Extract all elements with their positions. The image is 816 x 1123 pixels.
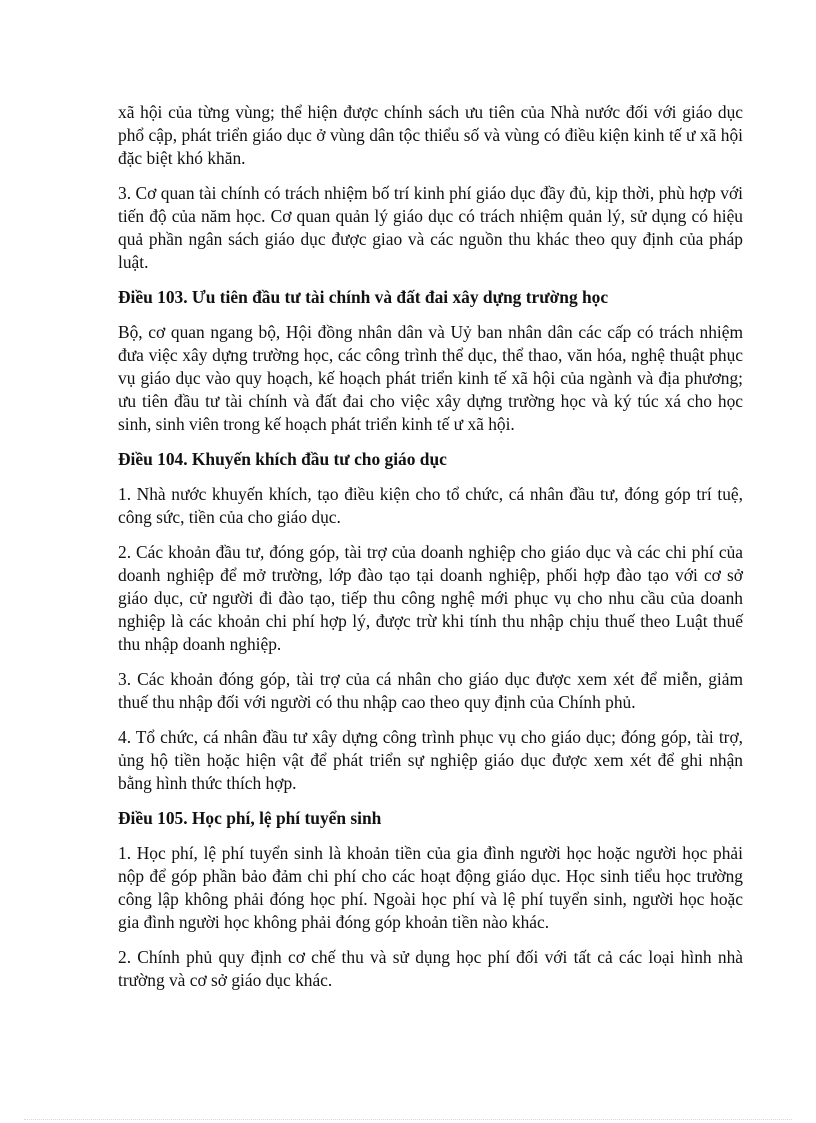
page-bottom-divider <box>24 1119 792 1120</box>
paragraph-102-clause-3: 3. Cơ quan tài chính có trách nhiệm bố trí kinh phí giáo dục đầy đủ, kịp thời, phù hợp với tiến độ của năm học. Cơ quan quản lý giáo dục có trách nhiệm quản lý, sử dụng có hiệu quả phần ngân sách giáo dục được giao và các nguồn thu khác theo quy định của pháp luật. <box>118 183 743 272</box>
article-105-clause-2: 2. Chính phủ quy định cơ chế thu và sử dụng học phí đối với tất cả các loại hình nhà trường và cơ sở giáo dục khác. <box>118 947 743 990</box>
article-104-clause-4: 4. Tổ chức, cá nhân đầu tư xây dựng công trình phục vụ cho giáo dục; đóng góp, tài trợ, ủng hộ tiền hoặc hiện vật để phát triển sự nghiệp giáo dục được xem xét để ghi nhận bằng hình thức thích hợp. <box>118 727 743 793</box>
article-104-heading: Điều 104. Khuyến khích đầu tư cho giáo dục <box>118 449 447 469</box>
article-103-body: Bộ, cơ quan ngang bộ, Hội đồng nhân dân và Uỷ ban nhân dân các cấp có trách nhiệm đưa việc xây dựng trường học, các công trình thể dục, thể thao, văn hóa, nghệ thuật phục vụ giáo dục vào quy hoạch, kế hoạch phát triển kinh tế xã hội của ngành và địa phương; ưu tiên đầu tư tài chính và đất đai cho việc xây dựng trường học và ký túc xá cho học sinh, sinh viên trong kế hoạch phát triển kinh tế ư xã hội. <box>118 322 743 434</box>
article-104-clause-1: 1. Nhà nước khuyến khích, tạo điều kiện cho tổ chức, cá nhân đầu tư, đóng góp trí tuệ, công sức, tiền của cho giáo dục. <box>118 484 743 527</box>
article-105-heading: Điều 105. Học phí, lệ phí tuyển sinh <box>118 808 382 828</box>
paragraph-102-continued: xã hội của từng vùng; thể hiện được chính sách ưu tiên của Nhà nước đối với giáo dục phổ cập, phát triển giáo dục ở vùng dân tộc thiểu số và vùng có điều kiện kinh tế ư xã hội đặc biệt khó khăn. <box>118 102 743 168</box>
document-page <box>118 101 743 1004</box>
article-105-clause-1: 1. Học phí, lệ phí tuyển sinh là khoản tiền của gia đình người học hoặc người học phải nộp để góp phần bảo đảm chi phí cho các hoạt động giáo dục. Học sinh tiểu học trường công lập không phải đóng học phí. Ngoài học phí và lệ phí tuyển sinh, người học hoặc gia đình người học không phải đóng góp khoản tiền nào khác. <box>118 843 743 932</box>
article-103-heading: Điều 103. Ưu tiên đầu tư tài chính và đất đai xây dựng trường học <box>118 287 609 307</box>
article-104-clause-2: 2. Các khoản đầu tư, đóng góp, tài trợ của doanh nghiệp cho giáo dục và các chi phí của doanh nghiệp để mở trường, lớp đào tạo tại doanh nghiệp, phối hợp đào tạo với cơ sở giáo dục, cử người đi đào tạo, tiếp thu công nghệ mới phục vụ cho nhu cầu của doanh nghiệp là các khoản chi phí hợp lý, được trừ khi tính thu nhập chịu thuế theo Luật thuế thu nhập doanh nghiệp. <box>118 542 743 654</box>
article-104-clause-3: 3. Các khoản đóng góp, tài trợ của cá nhân cho giáo dục được xem xét để miễn, giảm thuế thu nhập đối với người có thu nhập cao theo quy định của Chính phủ. <box>118 669 743 712</box>
